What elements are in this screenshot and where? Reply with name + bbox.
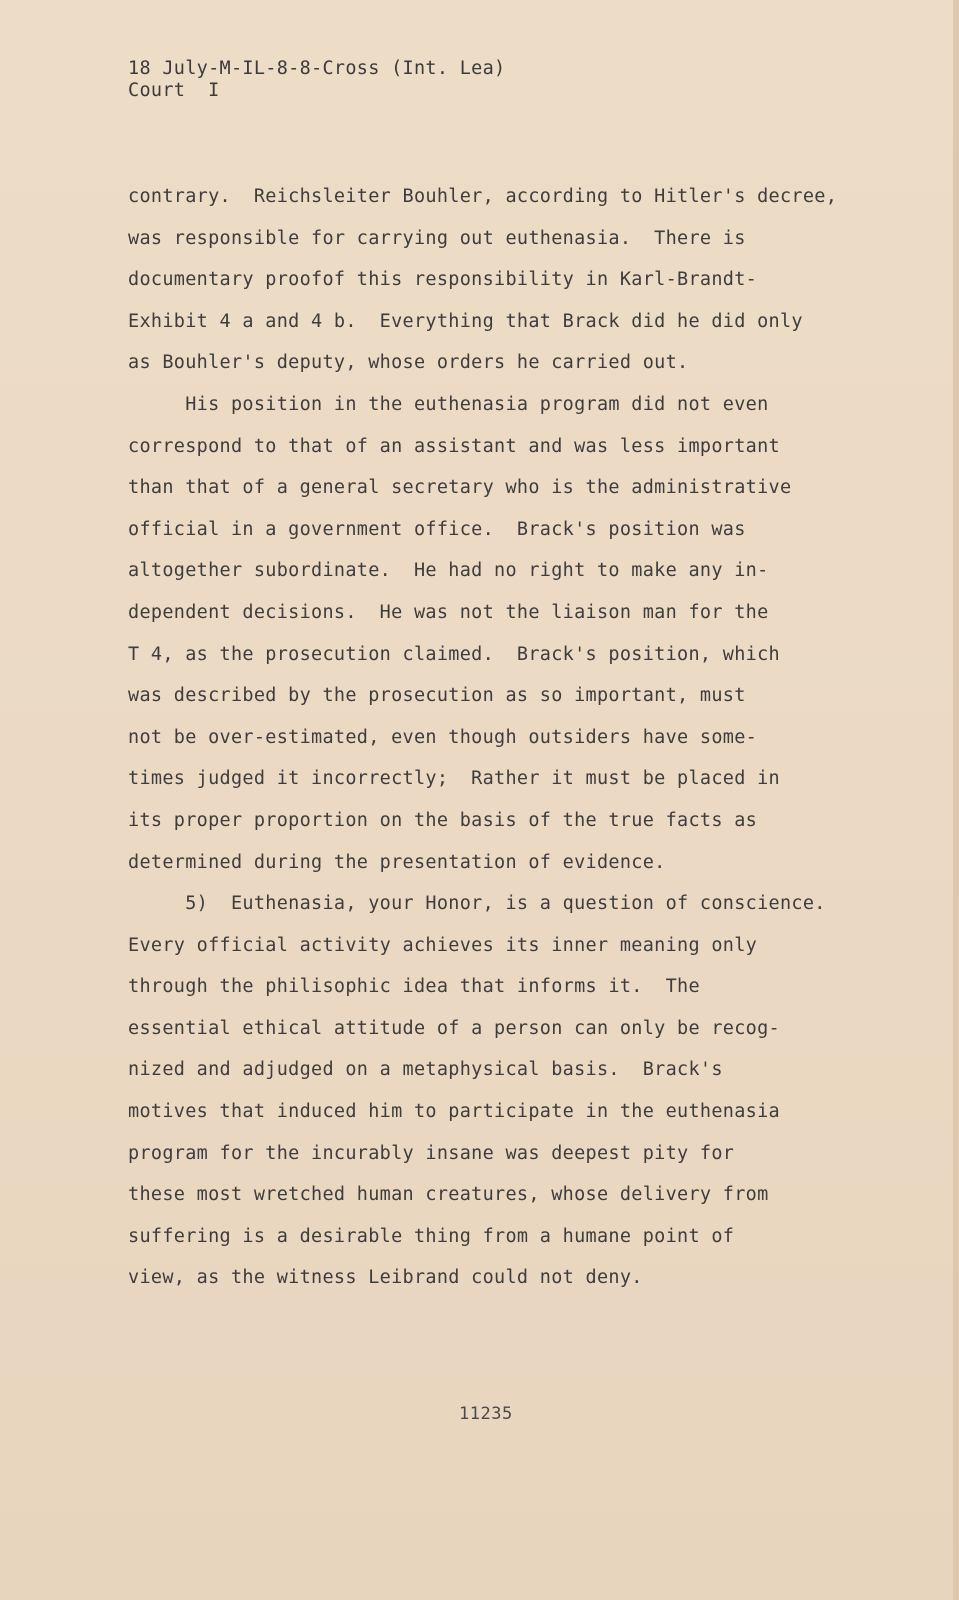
text-line: suffering is a desirable thing from a humane point of: [128, 1225, 735, 1247]
text-line: essential ethical attitude of a person can only be recog-: [128, 1017, 780, 1039]
document-body: [128, 176, 908, 1299]
text-line: determined during the presentation of evidence.: [128, 851, 666, 873]
text-line: correspond to that of an assistant and was less important: [128, 435, 780, 457]
text-line: documentary proofof this responsibility in Karl-Brandt-: [128, 269, 758, 291]
text-line: altogether subordinate. He had no right to make any in-: [128, 560, 769, 582]
text-line: Every official activity achieves its inner meaning only: [128, 934, 758, 956]
text-line: His position in the euthenasia program did not even: [128, 393, 769, 415]
text-line: these most wretched human creatures, whose delivery from: [128, 1184, 769, 1206]
text-line: as Bouhler's deputy, whose orders he carried out.: [128, 352, 689, 374]
text-line: times judged it incorrectly; Rather it must be placed in: [128, 768, 780, 790]
text-line: Exhibit 4 a and 4 b. Everything that Brack did he did only: [128, 310, 803, 332]
text-line: view, as the witness Leibrand could not deny.: [128, 1267, 643, 1289]
text-line: was responsible for carrying out euthenasia. There is: [128, 227, 746, 249]
text-line: not be over-estimated, even though outsiders have some-: [128, 726, 758, 748]
text-line: was described by the prosecution as so important, must: [128, 685, 746, 707]
text-line: its proper proportion on the basis of the true facts as: [128, 809, 758, 831]
page-number: 11235: [459, 1404, 513, 1424]
text-line: 5) Euthenasia, your Honor, is a question of conscience.: [128, 893, 826, 915]
text-line: official in a government office. Brack's position was: [128, 518, 746, 540]
text-line: T 4, as the prosecution claimed. Brack's position, which: [128, 643, 780, 665]
header-reference-line: 18 July-M-IL-8-8-Cross (Int. Lea): [128, 58, 506, 79]
text-line: program for the incurably insane was deepest pity for: [128, 1142, 735, 1164]
text-line: dependent decisions. He was not the liaison man for the: [128, 601, 769, 623]
header-court-line: Court I: [128, 80, 220, 101]
text-line: contrary. Reichsleiter Bouhler, according to Hitler's decree,: [128, 186, 838, 207]
text-line: motives that induced him to participate in the euthenasia: [128, 1101, 780, 1123]
paper-edge: [953, 0, 959, 1600]
text-line: than that of a general secretary who is the administrative: [128, 477, 792, 499]
text-line: through the philisophic idea that informs it. The: [128, 976, 700, 998]
document-header: [128, 58, 505, 102]
text-line: nized and adjudged on a metaphysical basis. Brack's: [128, 1059, 723, 1081]
